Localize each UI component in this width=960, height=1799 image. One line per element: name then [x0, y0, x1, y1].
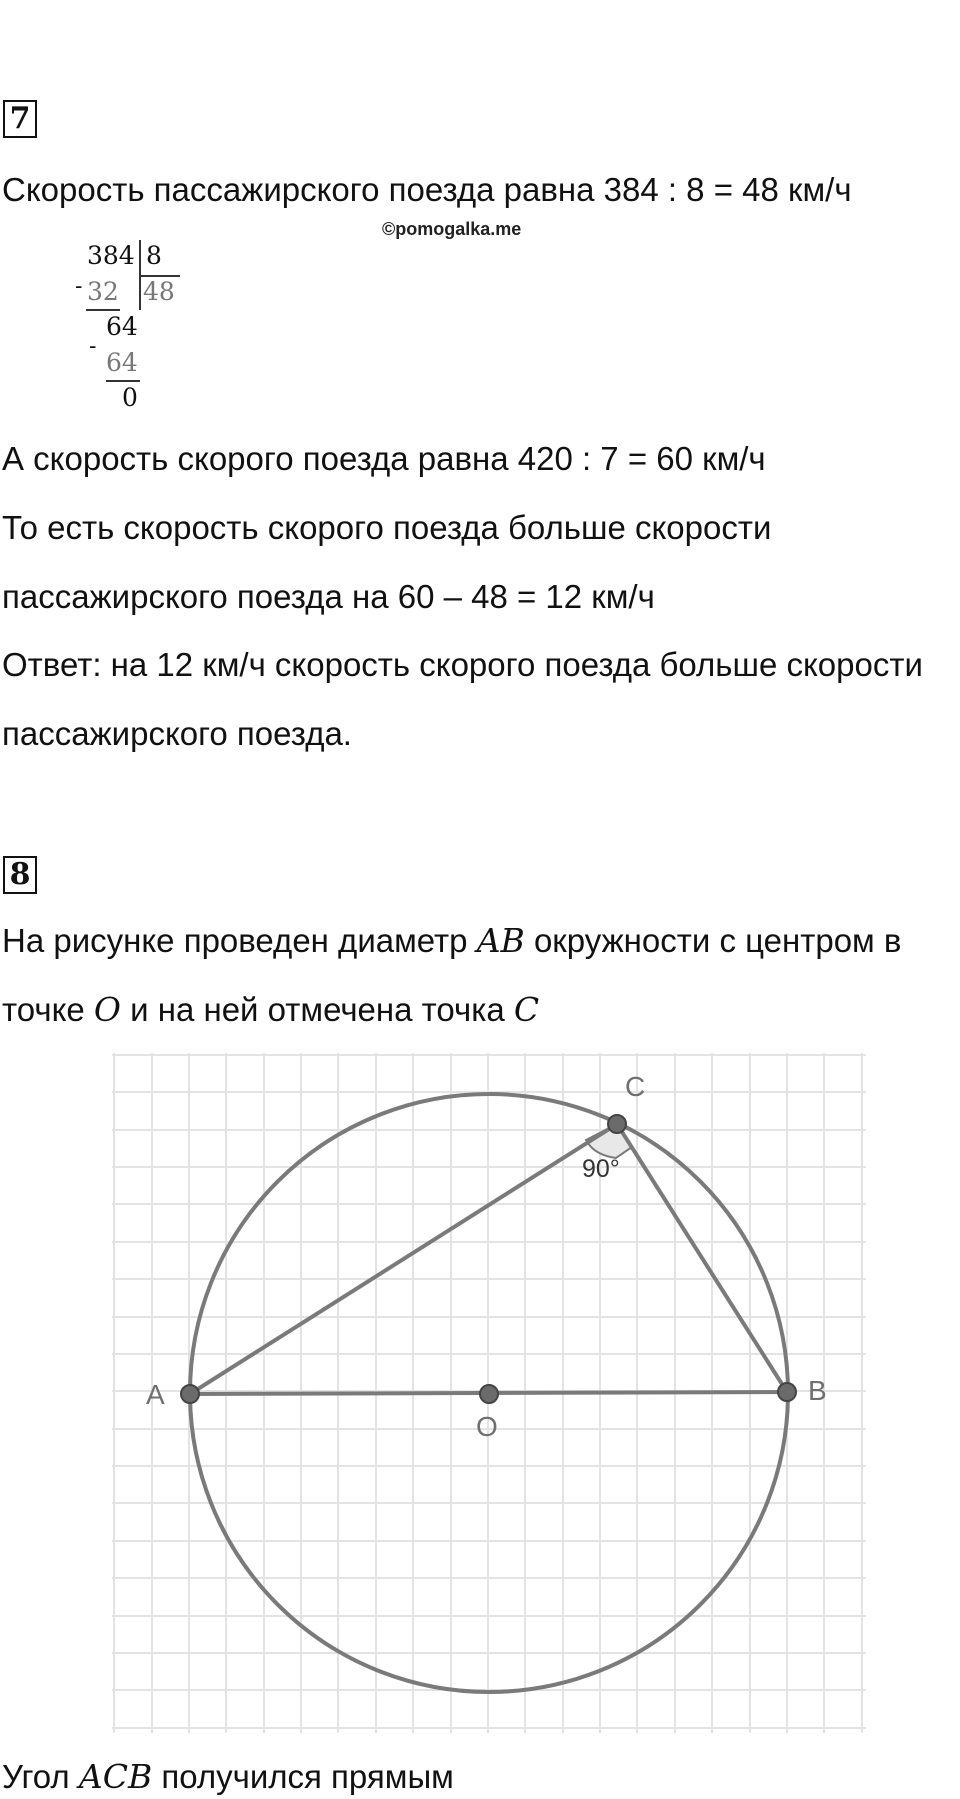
- var-acb: ACB: [78, 1757, 153, 1796]
- task-8-conclusion: [2, 1757, 454, 1797]
- task-7-line-5: Ответ: на 12 км/ч скорость скорого поезда больше скорости: [2, 646, 923, 683]
- task-8-line-2-mid: и на ней отмечена точка: [120, 991, 514, 1028]
- divisor: 8: [146, 241, 162, 270]
- subtraction-line-1: [86, 309, 120, 311]
- label-c: C: [625, 1071, 646, 1102]
- remainder-2: 0: [122, 383, 138, 412]
- task-7-line-4: пассажирского поезда на 60 – 48 = 12 км/ч: [2, 578, 655, 615]
- var-c: C: [513, 990, 540, 1029]
- dividend: 384: [87, 241, 135, 270]
- var-o: O: [93, 990, 121, 1029]
- point-o: [480, 1385, 498, 1403]
- label-o: O: [476, 1411, 498, 1442]
- task-7-number: 7: [3, 100, 37, 138]
- subtrahend-1: 32: [87, 277, 119, 306]
- point-b: [778, 1383, 796, 1401]
- label-b: B: [808, 1375, 827, 1406]
- quotient: 48: [143, 277, 175, 306]
- subtrahend-2: 64: [106, 348, 138, 377]
- task-7-line-2: А скорость скорого поезда равна 420 : 7 = 60 км/ч: [2, 440, 766, 477]
- task-7-line-3: То есть скорость скорого поезда больше скорости: [2, 509, 772, 546]
- task-7-line-6: пассажирского поезда.: [2, 715, 352, 752]
- point-a: [181, 1385, 199, 1403]
- task-8-line-2: [2, 990, 539, 1030]
- label-a: A: [146, 1379, 165, 1410]
- task-8-line-1-text: На рисунке проведен диаметр: [2, 922, 477, 959]
- var-ab: AB: [476, 921, 525, 960]
- task-8-line-2-text: точке: [2, 991, 94, 1028]
- remainder-1: 64: [106, 312, 138, 341]
- chord-cb: [617, 1124, 787, 1392]
- watermark: ©pomogalka.me: [382, 219, 522, 239]
- conclusion-end: получился прямым: [152, 1758, 454, 1795]
- minus-sign-1: -: [75, 274, 83, 299]
- task-8-number: 8: [3, 856, 37, 894]
- circle-diagram: [112, 1053, 866, 1733]
- task-8-line-1: [2, 921, 901, 961]
- subtraction-line-2: [106, 380, 140, 382]
- task-7-line-1: Скорость пассажирского поезда равна 384 : 8 = 48 км/ч: [2, 171, 852, 208]
- angle-label: 90°: [582, 1155, 620, 1183]
- conclusion-text: Угол: [2, 1758, 79, 1795]
- minus-sign-2: -: [89, 334, 97, 359]
- point-c: [608, 1115, 626, 1133]
- task-8-line-1-end: окружности с центром в: [524, 922, 902, 959]
